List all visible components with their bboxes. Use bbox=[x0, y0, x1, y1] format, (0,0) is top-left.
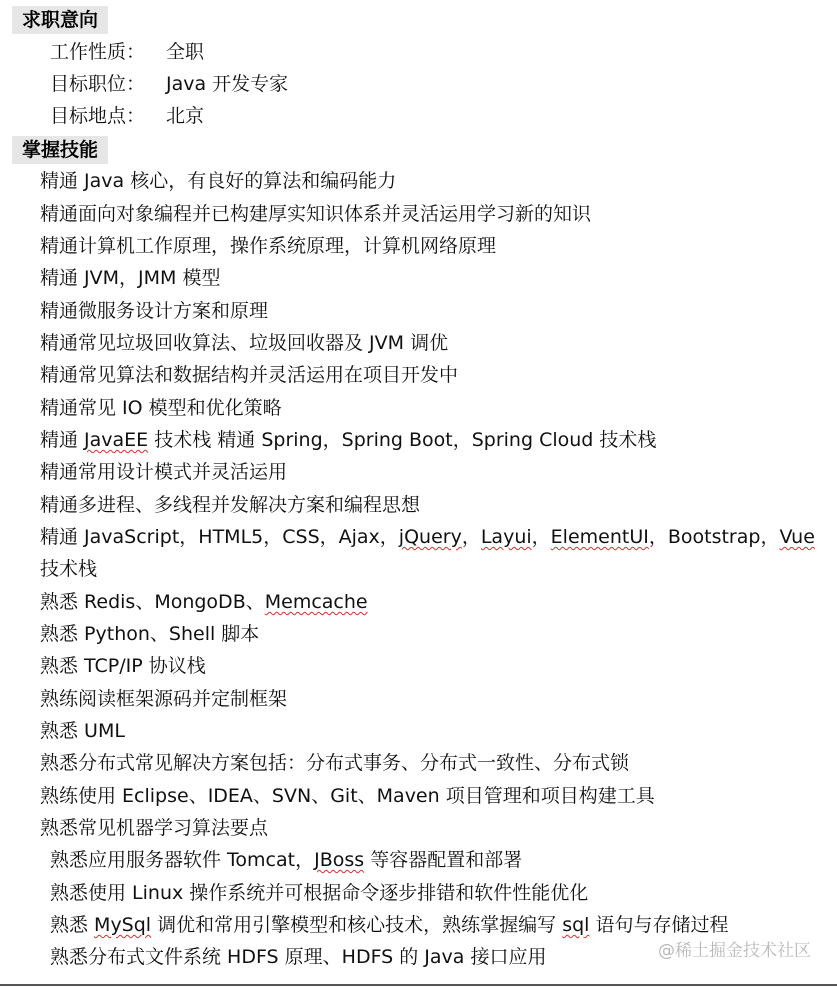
skill-item: 熟悉常见机器学习算法要点 bbox=[40, 817, 269, 839]
text-segment: 精通 JavaScript，HTML5，CSS，Ajax， bbox=[40, 526, 399, 548]
field-label: 目标地点： bbox=[50, 105, 146, 127]
field-row-target-position bbox=[0, 69, 837, 99]
spellcheck-word: Memcache bbox=[264, 591, 368, 613]
site-watermark: @稀土掘金技术社区 bbox=[658, 941, 811, 961]
text-segment: 技术栈 精通 Spring，Spring Boot，Spring Cloud 技术栈 bbox=[148, 429, 657, 451]
skill-item: 熟悉 UML bbox=[40, 720, 125, 742]
skill-item: 精通常见垃圾回收算法、垃圾回收器及 JVM 调优 bbox=[40, 332, 449, 354]
skill-item: 精通常用设计模式并灵活运用 bbox=[40, 461, 288, 483]
spellcheck-word: JBoss bbox=[314, 849, 365, 871]
spellcheck-word: MySql bbox=[94, 914, 152, 936]
skill-item: 熟练使用 Eclipse、IDEA、SVN、Git、Maven 项目管理和项目构建工具 bbox=[40, 785, 655, 807]
spellcheck-word: jQuery bbox=[398, 526, 462, 548]
text-segment: 等容器配置和部署 bbox=[364, 849, 523, 871]
field-value: Java 开发专家 bbox=[166, 73, 289, 95]
skill-item: 精通面向对象编程并已构建厚实知识体系并灵活运用学习新的知识 bbox=[40, 203, 592, 225]
spellcheck-word: JavaEE bbox=[84, 429, 149, 451]
spellcheck-word: Layui bbox=[480, 526, 532, 548]
page-bottom-border bbox=[0, 984, 837, 986]
skill-item: 精通常见算法和数据结构并灵活运用在项目开发中 bbox=[40, 364, 459, 386]
skill-item bbox=[50, 910, 728, 940]
spellcheck-word: Vue bbox=[779, 526, 815, 548]
text-segment: 熟悉应用服务器软件 Tomcat， bbox=[50, 849, 315, 871]
skill-item: 熟悉使用 Linux 操作系统并可根据命令逐步排错和软件性能优化 bbox=[50, 882, 589, 904]
field-value: 北京 bbox=[166, 105, 205, 127]
text-segment: ，Bootstrap， bbox=[648, 526, 780, 548]
skill-item: 精通微服务设计方案和原理 bbox=[40, 300, 269, 322]
skill-item bbox=[40, 522, 815, 552]
text-segment: 熟悉 Redis、MongoDB、 bbox=[40, 591, 265, 613]
skill-item bbox=[50, 845, 522, 875]
spellcheck-word: ElementUI bbox=[550, 526, 649, 548]
skill-item: 精通多进程、多线程并发解决方案和编程思想 bbox=[40, 494, 421, 516]
skill-item: 熟悉分布式文件系统 HDFS 原理、HDFS 的 Java 接口应用 bbox=[50, 946, 547, 968]
field-value: 全职 bbox=[166, 41, 205, 63]
skill-item-continuation: 技术栈 bbox=[40, 558, 98, 580]
field-label: 工作性质： bbox=[50, 41, 146, 63]
skill-item: 精通常见 IO 模型和优化策略 bbox=[40, 397, 282, 419]
job-intention-heading: 求职意向 bbox=[12, 6, 108, 34]
text-segment: ， bbox=[531, 526, 551, 548]
text-segment: 调优和常用引擎模型和核心技术，熟练掌握编写 bbox=[151, 914, 563, 936]
field-row-job-type bbox=[0, 37, 837, 67]
text-segment: 语句与存储过程 bbox=[589, 914, 729, 936]
spellcheck-word: sql bbox=[562, 914, 590, 936]
field-row-target-location bbox=[0, 101, 837, 131]
text-segment: 精通 bbox=[40, 429, 85, 451]
skill-item bbox=[40, 587, 368, 617]
skill-item: 精通 JVM，JMM 模型 bbox=[40, 267, 221, 289]
skill-item bbox=[40, 425, 656, 455]
skill-item: 熟悉 Python、Shell 脚本 bbox=[40, 623, 260, 645]
text-segment: 熟悉 bbox=[50, 914, 95, 936]
skill-item: 精通计算机工作原理，操作系统原理，计算机网络原理 bbox=[40, 235, 497, 257]
skills-heading: 掌握技能 bbox=[12, 136, 108, 164]
skill-item: 熟练阅读框架源码并定制框架 bbox=[40, 688, 288, 710]
field-label: 目标职位： bbox=[50, 73, 146, 95]
skill-item: 熟悉 TCP/IP 协议栈 bbox=[40, 655, 206, 677]
text-segment: ， bbox=[461, 526, 481, 548]
skill-item: 精通 Java 核心，有良好的算法和编码能力 bbox=[40, 170, 397, 192]
skill-item: 熟悉分布式常见解决方案包括：分布式事务、分布式一致性、分布式锁 bbox=[40, 752, 630, 774]
